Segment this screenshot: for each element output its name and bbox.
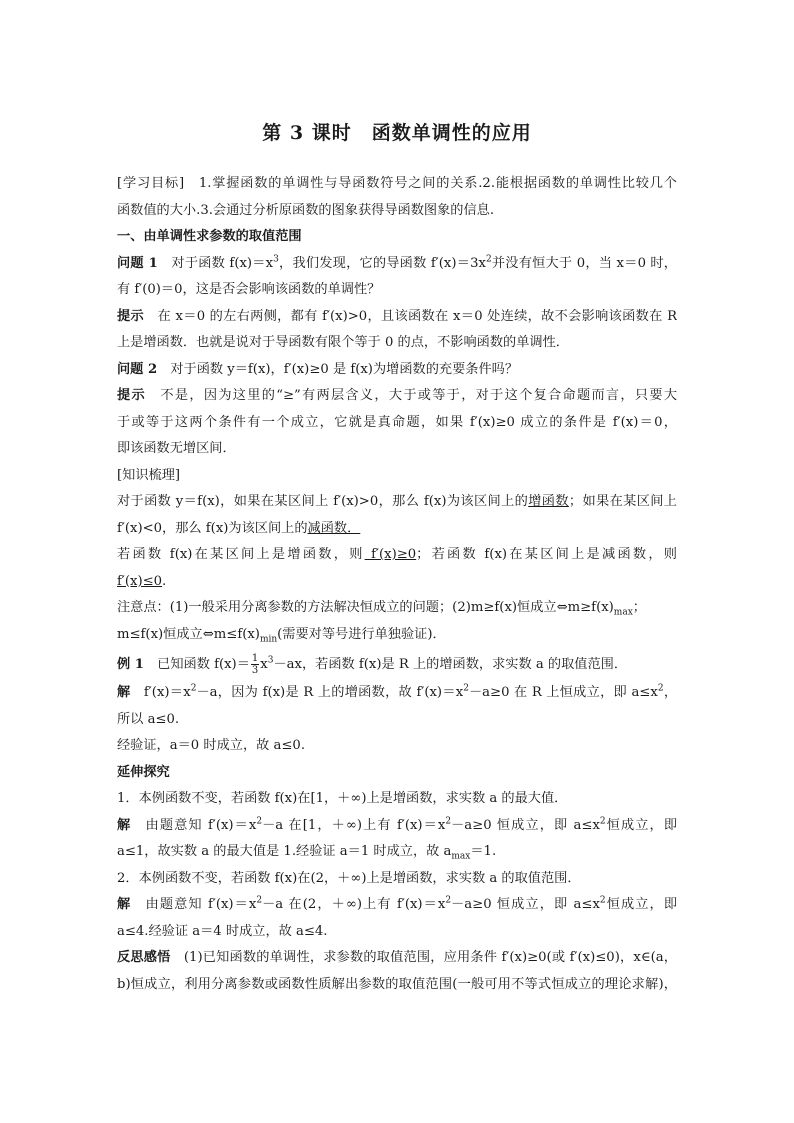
extension-1-solution-line-2: a≤1，故实数 a 的最大值是 1.经验证 a＝1 时成立，故 $a_{max}=1$.: [117, 844, 497, 862]
knowledge-line-1: 对于函数 y＝f(x)，如果在某区间上 f′(x)>0，那么 f(x)为该区间上的增函数；如果在某区间上: [117, 494, 677, 509]
extension-2-solution-line-1: 解 由题意知 $f'(x)=x^2-a$ 在(2，＋∞)上有 $f'(x)=x^2-a\ge 0$ 恒成立，即 $a\le x^2$恒成立，即: [117, 895, 677, 912]
extension-2-solution-line-2: a≤4.经验证 a＝4 时成立，故 a≤4.: [117, 923, 328, 939]
solution-1-line-3: 经验证，a＝0 时成立，故 a≤0.: [117, 738, 306, 753]
section-heading: 一、由单调性求参数的取值范围: [117, 229, 302, 244]
solution-1-line-2: 所以 a≤0.: [117, 711, 180, 727]
hint-1-line-2: 上是增函数．也就是说对于导函数有限个等于 0 的点，不影响函数的单调性．: [117, 335, 569, 350]
learning-goals-line-1: [学习目标] 1.掌握函数的单调性与导函数符号之间的关系.2.能根据函数的单调性比较几个: [117, 176, 677, 191]
extension-2: 2．本例函数不变，若函数 f(x)在(2，＋∞)上是增函数，求实数 a 的取值范围．: [117, 870, 581, 886]
page-title: 第 3 课时 函数单调性的应用: [262, 122, 532, 144]
note-line-1: 注意点：(1)一般采用分离参数的方法解决恒成立的问题；(2)m≥f(x)恒成立$\Leftrightarrow m\ge f(x)_{max}$；: [117, 600, 646, 618]
reflection-line-1: 反思感悟 (1)已知函数的单调性，求参数的取值范围，应用条件 f′(x)≥0(或 f′(x)≤0)，x∈(a，: [117, 950, 677, 965]
question-1-line-2: 有 f′(0)＝0，这是否会影响该函数的单调性？: [117, 282, 381, 297]
example-1: 例 1 已知函数 f(x)＝ $\frac{1}{3}$ $x^3-ax$，若函数 f(x)是 R 上的增函数，求实数 a 的取值范围．: [117, 653, 628, 676]
extension-heading: 延伸探究: [117, 764, 170, 780]
hint-2-line-2: 于或等于这两个条件有一个成立，它就是真命题，如果 f′(x)≥0 成立的条件是 f′(x)＝0，: [117, 414, 677, 430]
reflection-line-2: b)恒成立，利用分离参数或函数性质解出参数的取值范围(一般可用不等式恒成立的理论求解)，: [117, 976, 677, 992]
knowledge-line-3: 若函数 f(x)在某区间上是增函数，则 f′(x)≥0；若函数 f(x)在某区间上是减函数，则: [117, 547, 677, 562]
document-body: [117, 171, 677, 998]
hint-2-line-1: 提示 不是，因为这里的“≥”有两层含义，大于或等于，对于这个复合命题而言，只要大: [117, 388, 677, 403]
knowledge-line-4: f′(x)≤0.: [117, 573, 167, 589]
question-1-line-1: 问题 1 对于函数 $f(x)=x^3$，我们发现，它的导函数 $f'(x)=3x^2$并没有恒大于 0，当 x＝0 时，: [117, 254, 677, 271]
note-line-2: m≤f(x)恒成立$\Leftrightarrow m\le f(x)_{min}$(需要对等号进行单独验证)．: [117, 626, 446, 645]
solution-1-line-1: 解 $f'(x)=x^2-a$，因为 f(x)是 R 上的增函数，故 $f'(x)=x^2-a\ge 0$ 在 R 上恒成立，即 $a\le x^2$，: [117, 683, 677, 700]
question-2: 问题 2 对于函数 y＝f(x)，f′(x)≥0 是 f(x)为增函数的充要条件吗？: [117, 361, 519, 377]
knowledge-line-2: f′(x)<0，那么 f(x)为该区间上的减函数．: [117, 520, 361, 536]
extension-1: 1．本例函数不变，若函数 f(x)在[1，＋∞)上是增函数，求实数 a 的最大值．: [117, 791, 568, 806]
fraction-one-third: $\frac{1}{3}$: [251, 653, 259, 676]
extension-1-solution-line-1: 解 由题意知 $f'(x)=x^2-a$ 在[1，＋∞)上有 $f'(x)=x^2-a\ge 0$ 恒成立，即 $a\le x^2$恒成立，即: [117, 816, 677, 833]
knowledge-heading: [知识梳理]: [117, 467, 181, 483]
hint-2-line-3: 即该函数无增区间．: [117, 441, 236, 456]
hint-1-line-1: 提示 在 x＝0 的左右两侧，都有 f′(x)>0，且该函数在 x＝0 处连续，故不会影响该函数在 R: [117, 308, 677, 324]
learning-goals-line-2: 函数值的大小.3.会通过分析原函数的图象获得导函数图象的信息.: [117, 202, 495, 218]
